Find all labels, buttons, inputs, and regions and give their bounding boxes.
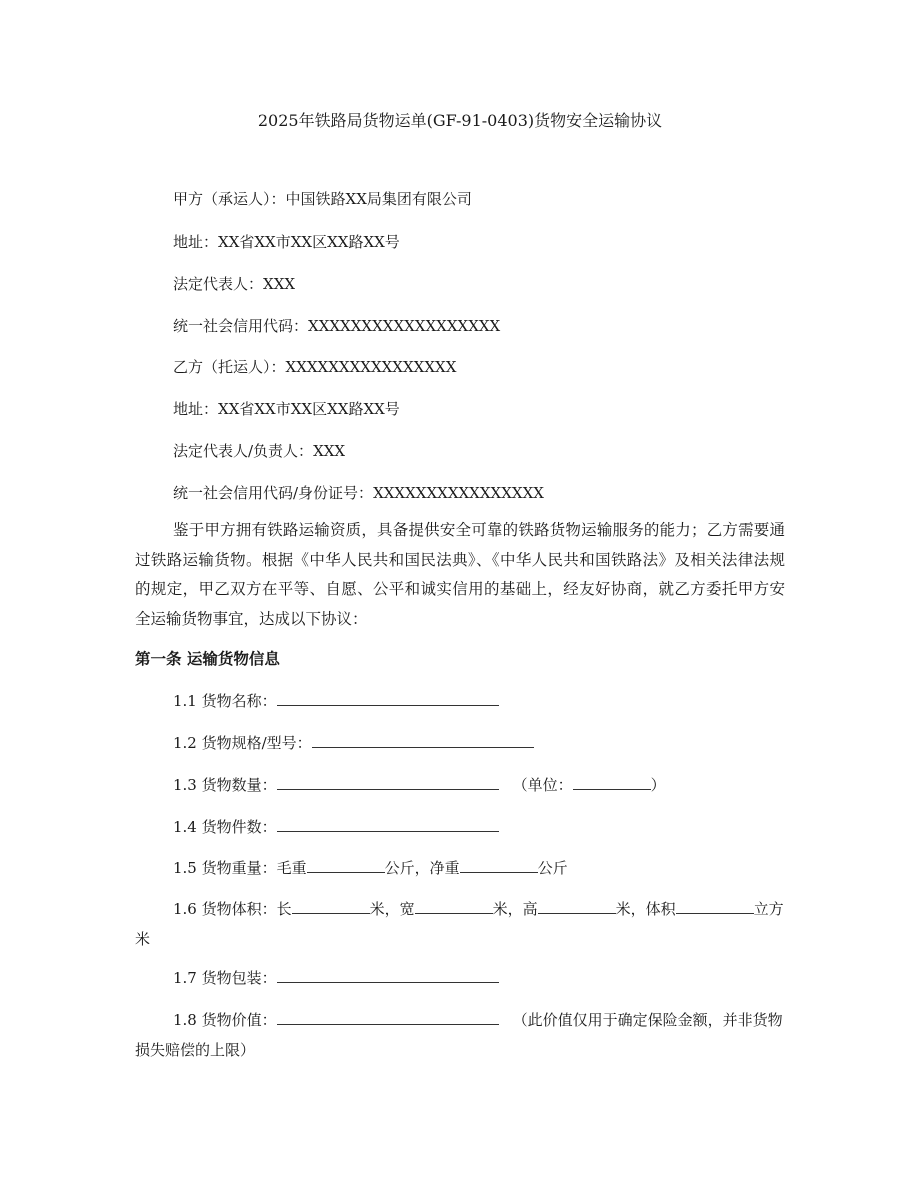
item-1-3: [173, 774, 666, 796]
party-b-line: [173, 356, 456, 378]
party-a-rep: XXX: [263, 275, 296, 293]
party-a-address-line: [173, 231, 400, 253]
item-1-6: [135, 895, 785, 954]
net-weight-blank[interactable]: [460, 857, 538, 873]
party-a-credit-line: [173, 315, 500, 337]
party-b-credit-line: [173, 482, 544, 504]
unit-close: ）: [650, 776, 666, 794]
party-a-rep-label: 法定代表人：: [173, 275, 264, 293]
party-b-address-label: 地址：: [173, 400, 219, 418]
gross-weight-blank[interactable]: [307, 857, 385, 873]
cargo-quantity-blank[interactable]: [277, 774, 499, 790]
item-1-7: [173, 967, 499, 989]
party-b-rep-line: [173, 440, 345, 462]
cargo-name-blank[interactable]: [277, 690, 499, 706]
party-a-address: XX省XX市XX区XX路XX号: [218, 233, 400, 251]
party-a-label: 甲方（承运人）：: [173, 190, 286, 208]
document-title: 2025年铁路局货物运单(GF-91-0403)货物安全运输协议: [257, 111, 663, 130]
party-b-label: 乙方（托运人）：: [173, 358, 286, 376]
item-1-7-label: 1.7 货物包装：: [173, 969, 277, 987]
item-1-1: [173, 690, 499, 712]
item-1-1-label: 1.1 货物名称：: [173, 692, 277, 710]
cargo-value-blank[interactable]: [277, 1009, 499, 1025]
item-1-8: [135, 1006, 785, 1065]
unit-blank[interactable]: [573, 774, 651, 790]
party-a-rep-line: [173, 273, 295, 295]
party-b-rep-label: 法定代表人/负责人：: [173, 442, 314, 460]
item-1-2-label: 1.2 货物规格/型号：: [173, 734, 312, 752]
item-1-6-label: 1.6 货物体积：长: [173, 900, 292, 918]
width-label: 米，宽: [369, 900, 415, 918]
kg-unit: 公斤: [537, 859, 568, 877]
length-blank[interactable]: [292, 898, 370, 914]
item-1-4: [173, 816, 499, 838]
height-blank[interactable]: [538, 898, 616, 914]
volume-label: 米，体积: [615, 900, 676, 918]
party-b-address: XX省XX市XX区XX路XX号: [218, 400, 400, 418]
width-blank[interactable]: [415, 898, 493, 914]
net-weight-label: 公斤，净重: [384, 859, 460, 877]
item-1-3-label: 1.3 货物数量：: [173, 776, 277, 794]
party-a-credit: XXXXXXXXXXXXXXXXXX: [308, 317, 501, 335]
cargo-spec-blank[interactable]: [312, 732, 534, 748]
item-1-4-label: 1.4 货物件数：: [173, 818, 277, 836]
preamble-paragraph: 鉴于甲方拥有铁路运输资质，具备提供安全可靠的铁路货物运输服务的能力；乙方需要通过铁路运输货物。根据《中华人民共和国民法典》、《中华人民共和国铁路法》及相关法律法规的规定，甲乙双方在平等、自愿、公平和诚实信用的基础上，经友好协商，就乙方委托甲方安全运输货物事宜，达成以下协议：: [135, 521, 785, 628]
article-1-heading: 第一条 运输货物信息: [135, 650, 280, 668]
party-b-address-line: [173, 398, 400, 420]
party-a-credit-label: 统一社会信用代码：: [173, 317, 309, 335]
item-1-2: [173, 732, 534, 754]
height-label: 米，高: [492, 900, 538, 918]
item-1-5: [173, 857, 568, 879]
unit-label: （单位：: [512, 776, 573, 794]
cubic-meter-unit: 立方米: [135, 900, 784, 948]
party-a-line: [173, 188, 472, 210]
party-a-name: 中国铁路XX局集团有限公司: [285, 190, 472, 208]
volume-blank[interactable]: [676, 898, 754, 914]
cargo-value-note: （此价值仅用于确定保险金额，并非货物损失赔偿的上限）: [135, 1011, 783, 1059]
party-a-address-label: 地址：: [173, 233, 219, 251]
cargo-pieces-blank[interactable]: [277, 816, 499, 832]
packaging-blank[interactable]: [277, 967, 499, 983]
party-b-name: XXXXXXXXXXXXXXXX: [285, 358, 457, 376]
party-b-credit: XXXXXXXXXXXXXXXX: [373, 484, 544, 502]
party-b-rep: XXX: [313, 442, 346, 460]
item-1-8-label: 1.8 货物价值：: [173, 1011, 277, 1029]
item-1-5-label: 1.5 货物重量：毛重: [173, 859, 307, 877]
party-b-credit-label: 统一社会信用代码/身份证号：: [173, 484, 374, 502]
